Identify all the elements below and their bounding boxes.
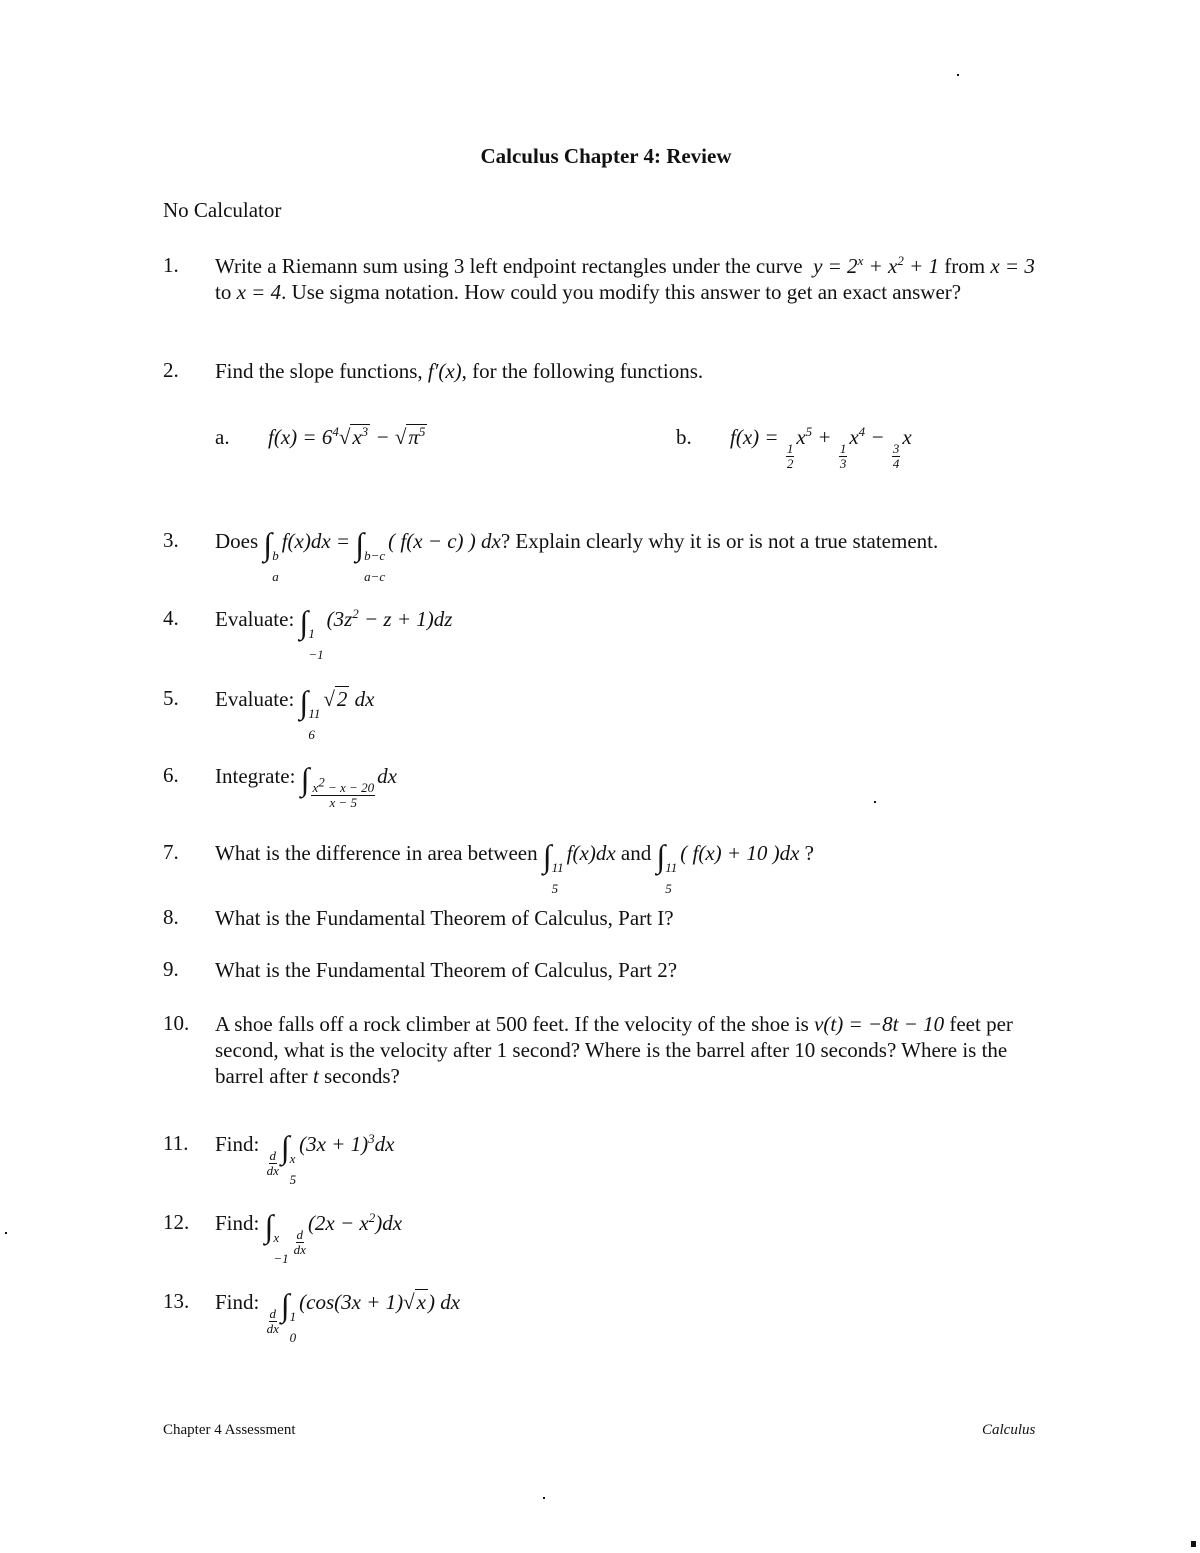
question-text: Evaluate: bbox=[215, 687, 295, 711]
question-text: A shoe falls off a rock climber at 500 feet. If the velocity of the shoe is bbox=[215, 1012, 809, 1036]
question-number: 2. bbox=[163, 358, 179, 382]
math-expr: ∫ 11 5 ( f(x) + 10 )dx bbox=[656, 838, 800, 896]
math-expr: ∫ x −1 $\frac{d}{dx}$ $(2x - x^2)dx$ bbox=[264, 1208, 403, 1266]
question-6 bbox=[215, 763, 397, 810]
scan-speck bbox=[543, 1497, 545, 1499]
question-number: 6. bbox=[163, 763, 179, 787]
question-text: What is the difference in area between bbox=[215, 841, 538, 865]
question-number: 3. bbox=[163, 528, 179, 552]
question-12 bbox=[215, 1210, 402, 1265]
math-expr: ∫ 11 5 f(x)dx bbox=[542, 838, 616, 896]
question-13 bbox=[215, 1289, 460, 1344]
question-2 bbox=[215, 358, 703, 384]
question-number: 5. bbox=[163, 686, 179, 710]
math-expr: t bbox=[312, 1064, 319, 1088]
scan-speck bbox=[1191, 1541, 1196, 1547]
question-number: 10. bbox=[163, 1011, 190, 1035]
question-text: . Use sigma notation. How could you modify this answer to get an exact answer? bbox=[281, 280, 962, 304]
question-1 bbox=[215, 253, 1055, 305]
footer-right: Calculus bbox=[982, 1422, 1036, 1438]
question-text: Find: bbox=[215, 1290, 260, 1314]
math-expr: ∫ 11 6 √2 dx bbox=[299, 684, 375, 742]
math-expr: $\frac{d}{dx}$ ∫ 1 0 (cos(3x + 1)√x) dx bbox=[266, 1287, 461, 1345]
scan-speck bbox=[5, 1232, 7, 1234]
question-9: What is the Fundamental Theorem of Calculus, Part 2? bbox=[215, 958, 678, 982]
question-text: and bbox=[620, 841, 652, 865]
question-text: Find the slope functions, bbox=[215, 359, 423, 383]
part-b-label: b. bbox=[676, 425, 692, 449]
question-number: 13. bbox=[163, 1289, 190, 1313]
question-11 bbox=[215, 1131, 394, 1186]
math-expr: $y = 2^x + x^2 + 1$ bbox=[807, 253, 940, 278]
math-expr: ∫ $\frac{x2 - x - 20}{x - 5}$ dx bbox=[300, 761, 397, 810]
question-10 bbox=[215, 1011, 1055, 1089]
math-expr: v(t) = −8t − 10 bbox=[814, 1012, 945, 1036]
question-text: Find: bbox=[215, 1132, 260, 1156]
question-text: feet per second, what is the velocity after 1 second? Where is the barrel after 10 seconds? Where is the barrel after bbox=[215, 1012, 1013, 1088]
question-number: 9. bbox=[163, 957, 179, 981]
question-text: Integrate: bbox=[215, 764, 296, 788]
question-number: 7. bbox=[163, 840, 179, 864]
question-4 bbox=[215, 606, 452, 661]
math-expr: $\frac{d}{dx}$ ∫ x 5 $(3x + 1)^3dx$ bbox=[266, 1129, 395, 1187]
question-8: What is the Fundamental Theorem of Calculus, Part I? bbox=[215, 906, 674, 930]
question-text: Write a Riemann sum using 3 left endpoint rectangles under the curve bbox=[215, 254, 803, 278]
math-expr: $f(x) = 6^4√x^3 - √\pi^5$ bbox=[268, 424, 426, 449]
page-title: Calculus Chapter 4: Review bbox=[480, 144, 732, 168]
question-3 bbox=[215, 528, 1055, 583]
footer-left: Chapter 4 Assessment bbox=[163, 1422, 296, 1438]
scan-speck bbox=[957, 74, 959, 76]
question-text: seconds? bbox=[324, 1064, 400, 1088]
question-number: 4. bbox=[163, 606, 179, 630]
question-text: ? Explain clearly why it is or is not a true statement. bbox=[500, 529, 939, 553]
part-a-label: a. bbox=[215, 425, 230, 449]
question-number: 12. bbox=[163, 1210, 190, 1234]
question-text: Evaluate: bbox=[215, 607, 295, 631]
math-expr: f(x) = $\frac{1}{2}$ $x^5$ + $\frac{1}{3}$ $x^4$ − $\frac{3}{4}$ x bbox=[730, 424, 912, 471]
question-text: from bbox=[944, 254, 986, 278]
question-text: Find: bbox=[215, 1211, 260, 1235]
subtitle: No Calculator bbox=[163, 198, 282, 222]
math-expr: ∫ b a f(x)dx = ∫ b−c a−c ( f(x − c) ) dx bbox=[263, 526, 501, 584]
question-text: ? bbox=[804, 841, 814, 865]
scan-speck bbox=[874, 801, 876, 803]
question-number: 11. bbox=[163, 1131, 189, 1155]
math-expr: x = 3 bbox=[990, 254, 1035, 278]
question-7 bbox=[215, 840, 814, 895]
question-text: Does bbox=[215, 529, 259, 553]
math-expr: f′(x) bbox=[427, 359, 462, 383]
question-text: , for the following functions. bbox=[461, 359, 704, 383]
question-number: 1. bbox=[163, 253, 179, 277]
question-number: 8. bbox=[163, 905, 179, 929]
question-text: to bbox=[215, 280, 232, 304]
question-5 bbox=[215, 686, 374, 741]
math-expr: x = 4 bbox=[236, 280, 282, 304]
math-expr: ∫ 1 −1 $(3z^2 - z + 1)dz$ bbox=[299, 604, 453, 662]
